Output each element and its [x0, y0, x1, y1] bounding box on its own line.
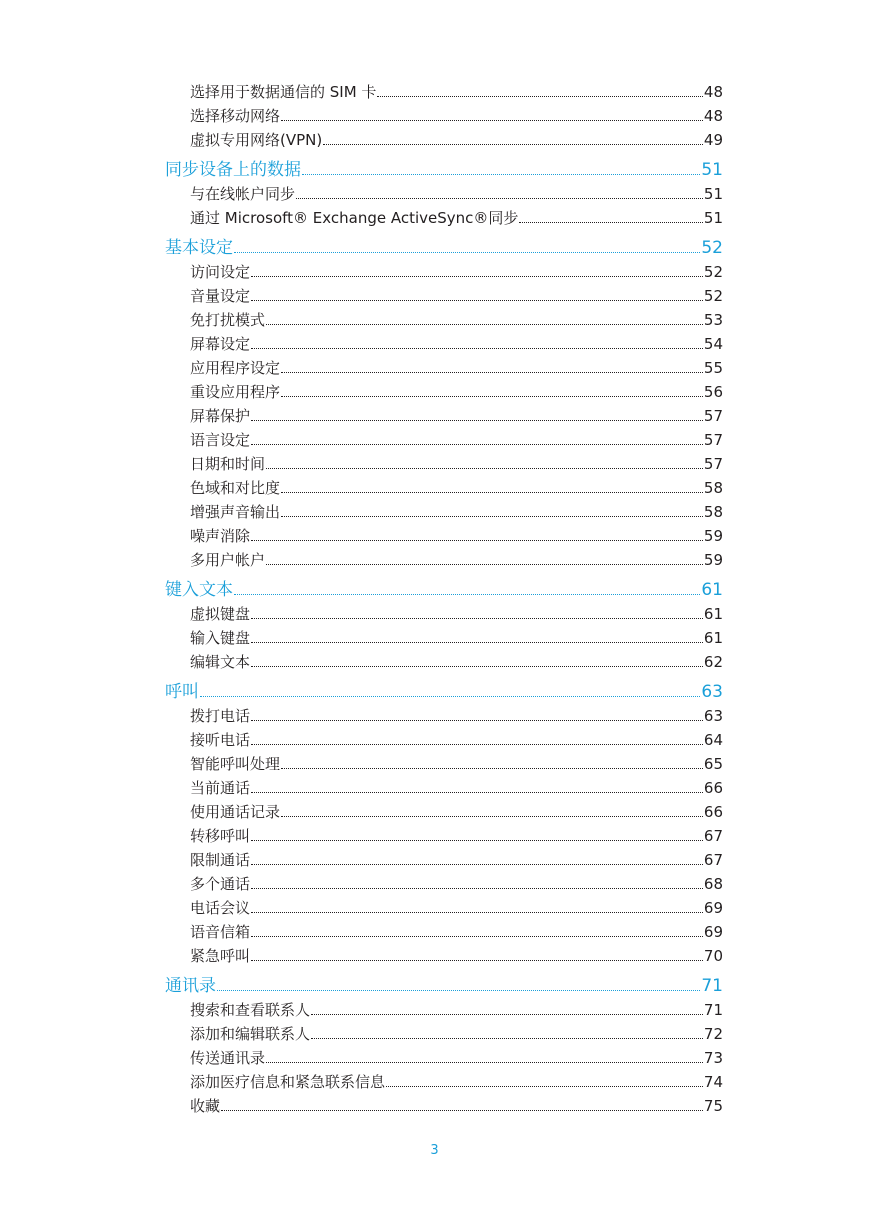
toc-section-title: 通讯录 [165, 976, 216, 996]
toc-entry-title: 虚拟键盘 [190, 605, 251, 623]
toc-section[interactable] [165, 158, 723, 182]
toc-entry[interactable] [165, 920, 723, 944]
toc-entry-page: 52 [703, 263, 723, 281]
toc-entry-page: 66 [703, 803, 723, 821]
dot-leader [323, 144, 703, 145]
toc-entry[interactable] [165, 1046, 723, 1070]
toc-entry-title: 屏幕设定 [190, 335, 251, 353]
toc-section[interactable] [165, 680, 723, 704]
dot-leader [296, 198, 703, 199]
toc-entry-title: 音量设定 [190, 287, 251, 305]
toc-entry-title: 传送通讯录 [190, 1049, 266, 1067]
toc-section-title: 呼叫 [165, 682, 199, 702]
toc-section-page: 51 [701, 160, 723, 180]
toc-section-title: 键入文本 [165, 580, 233, 600]
toc-entry[interactable] [165, 704, 723, 728]
toc-entry-page: 49 [703, 131, 723, 149]
toc-entry[interactable] [165, 776, 723, 800]
toc-entry-title: 访问设定 [190, 263, 251, 281]
toc-entry-title: 重设应用程序 [190, 383, 281, 401]
toc-entry-title: 屏幕保护 [190, 407, 251, 425]
toc-entry[interactable] [165, 944, 723, 968]
toc-entry-title: 拨打电话 [190, 707, 251, 725]
dot-leader [266, 564, 703, 565]
toc-entry-title: 搜索和查看联系人 [190, 1001, 311, 1019]
dot-leader [386, 1086, 703, 1087]
dot-leader [251, 348, 703, 349]
toc-entry-page: 48 [703, 107, 723, 125]
toc-entry-title: 转移呼叫 [190, 827, 251, 845]
toc-section[interactable] [165, 578, 723, 602]
toc-entry-page: 57 [703, 431, 723, 449]
dot-leader [311, 1014, 703, 1015]
page-number: 3 [430, 1143, 439, 1158]
toc-entry-title: 与在线帐户同步 [190, 185, 296, 203]
toc-entry[interactable] [165, 1094, 723, 1118]
toc-entry-title: 添加和编辑联系人 [190, 1025, 311, 1043]
dot-leader [311, 1038, 703, 1039]
toc-entry-title: 输入键盘 [190, 629, 251, 647]
toc-entry[interactable] [165, 602, 723, 626]
toc-entry-title: 语言设定 [190, 431, 251, 449]
dot-leader [251, 912, 703, 913]
toc-entry-title: 电话会议 [190, 899, 251, 917]
toc-entry[interactable] [165, 260, 723, 284]
dot-leader [251, 420, 703, 421]
toc-entry[interactable] [165, 206, 723, 230]
dot-leader [266, 468, 703, 469]
toc-entry-page: 61 [703, 605, 723, 623]
toc-section[interactable] [165, 974, 723, 998]
toc-entry[interactable] [165, 728, 723, 752]
toc-entry-page: 75 [703, 1097, 723, 1115]
toc-entry[interactable] [165, 824, 723, 848]
toc-entry-page: 59 [703, 527, 723, 545]
toc-entry[interactable] [165, 896, 723, 920]
dot-leader [221, 1110, 703, 1111]
dot-leader [251, 444, 703, 445]
dot-leader [234, 594, 700, 595]
toc-entry-page: 74 [703, 1073, 723, 1091]
dot-leader [251, 666, 703, 667]
toc-entry-page: 56 [703, 383, 723, 401]
dot-leader [266, 324, 703, 325]
toc-entry[interactable] [165, 626, 723, 650]
toc-entry-page: 54 [703, 335, 723, 353]
toc-entry[interactable] [165, 332, 723, 356]
toc-entry-title: 免打扰模式 [190, 311, 266, 329]
toc-entry[interactable] [165, 356, 723, 380]
dot-leader [251, 960, 703, 961]
dot-leader [281, 816, 703, 817]
toc-section[interactable] [165, 236, 723, 260]
toc-entry[interactable] [165, 524, 723, 548]
dot-leader [217, 990, 700, 991]
toc-entry[interactable] [165, 1022, 723, 1046]
toc-entry-page: 71 [703, 1001, 723, 1019]
toc-entry-page: 57 [703, 455, 723, 473]
toc-entry-page: 62 [703, 653, 723, 671]
dot-leader [251, 864, 703, 865]
toc-entry-page: 55 [703, 359, 723, 377]
toc-entry-title: 增强声音输出 [190, 503, 281, 521]
dot-leader [251, 720, 703, 721]
toc-entry-page: 67 [703, 851, 723, 869]
toc-entry[interactable] [165, 128, 723, 152]
toc-entry[interactable] [165, 380, 723, 404]
toc-entry-title: 当前通话 [190, 779, 251, 797]
dot-leader [266, 1062, 703, 1063]
dot-leader [281, 768, 703, 769]
toc-entry-page: 48 [703, 83, 723, 101]
toc-entry-title: 使用通话记录 [190, 803, 281, 821]
dot-leader [251, 744, 703, 745]
toc-section-page: 52 [701, 238, 723, 258]
toc-entry[interactable] [165, 80, 723, 104]
dot-leader [302, 174, 700, 175]
toc-entry-title: 通过 Microsoft® Exchange ActiveSync®同步 [190, 209, 519, 227]
dot-leader [251, 642, 703, 643]
toc-entry-page: 65 [703, 755, 723, 773]
toc-entry[interactable] [165, 104, 723, 128]
toc-entry[interactable] [165, 872, 723, 896]
toc-entry[interactable] [165, 404, 723, 428]
dot-leader [281, 396, 703, 397]
toc-entry-title: 选择移动网络 [190, 107, 281, 125]
toc-entry[interactable] [165, 182, 723, 206]
toc-entry-title: 多个通话 [190, 875, 251, 893]
toc-section-title: 基本设定 [165, 238, 233, 258]
toc-entry-title: 限制通话 [190, 851, 251, 869]
dot-leader [251, 840, 703, 841]
toc-entry-page: 53 [703, 311, 723, 329]
toc-entry-title: 日期和时间 [190, 455, 266, 473]
toc-section-page: 61 [701, 580, 723, 600]
toc-entry[interactable] [165, 476, 723, 500]
toc-section-page: 71 [701, 976, 723, 996]
toc-entry-page: 51 [703, 209, 723, 227]
toc-entry-title: 编辑文本 [190, 653, 251, 671]
toc-entry-title: 色域和对比度 [190, 479, 281, 497]
toc-entry[interactable] [165, 650, 723, 674]
toc-entry-title: 收藏 [190, 1097, 221, 1115]
dot-leader [281, 372, 703, 373]
toc-entry-page: 66 [703, 779, 723, 797]
toc-entry-page: 67 [703, 827, 723, 845]
dot-leader [377, 96, 702, 97]
toc-entry-page: 69 [703, 923, 723, 941]
toc-entry-title: 多用户帐户 [190, 551, 266, 569]
toc-entry[interactable] [165, 452, 723, 476]
toc-entry-title: 语音信箱 [190, 923, 251, 941]
dot-leader [234, 252, 700, 253]
toc-entry-page: 69 [703, 899, 723, 917]
toc-entry-page: 51 [703, 185, 723, 203]
dot-leader [251, 540, 703, 541]
toc-entry[interactable] [165, 308, 723, 332]
toc-entry-page: 58 [703, 479, 723, 497]
dot-leader [251, 300, 703, 301]
dot-leader [251, 792, 703, 793]
dot-leader [519, 222, 702, 223]
toc-entry[interactable] [165, 752, 723, 776]
toc-entry-title: 添加医疗信息和紧急联系信息 [190, 1073, 386, 1091]
toc-entry-page: 63 [703, 707, 723, 725]
toc-section-page: 63 [701, 682, 723, 702]
toc-entry-page: 73 [703, 1049, 723, 1067]
toc-entry-title: 紧急呼叫 [190, 947, 251, 965]
toc-entry-page: 61 [703, 629, 723, 647]
dot-leader [281, 516, 703, 517]
toc-entry-page: 58 [703, 503, 723, 521]
toc-entry-page: 52 [703, 287, 723, 305]
toc-entry-title: 接听电话 [190, 731, 251, 749]
dot-leader [251, 936, 703, 937]
dot-leader [281, 492, 703, 493]
dot-leader [251, 888, 703, 889]
toc-entry-title: 虚拟专用网络(VPN) [190, 131, 323, 149]
toc-entry[interactable] [165, 1070, 723, 1094]
toc-entry-page: 68 [703, 875, 723, 893]
toc-entry[interactable] [165, 500, 723, 524]
dot-leader [251, 276, 703, 277]
toc-entry[interactable] [165, 428, 723, 452]
toc-entry-page: 72 [703, 1025, 723, 1043]
toc-entry[interactable] [165, 800, 723, 824]
toc-entry-page: 57 [703, 407, 723, 425]
toc-entry[interactable] [165, 998, 723, 1022]
toc-entry-title: 智能呼叫处理 [190, 755, 281, 773]
toc-entry[interactable] [165, 548, 723, 572]
dot-leader [200, 696, 700, 697]
toc-entry-title: 应用程序设定 [190, 359, 281, 377]
toc-entry-title: 选择用于数据通信的 SIM 卡 [190, 83, 377, 101]
dot-leader [281, 120, 703, 121]
toc-entry[interactable] [165, 848, 723, 872]
toc-entry[interactable] [165, 284, 723, 308]
toc-entry-page: 59 [703, 551, 723, 569]
toc-section-title: 同步设备上的数据 [165, 160, 301, 180]
toc-entry-page: 70 [703, 947, 723, 965]
dot-leader [251, 618, 703, 619]
toc-entry-title: 噪声消除 [190, 527, 251, 545]
toc-entry-page: 64 [703, 731, 723, 749]
table-of-contents [165, 80, 723, 1118]
